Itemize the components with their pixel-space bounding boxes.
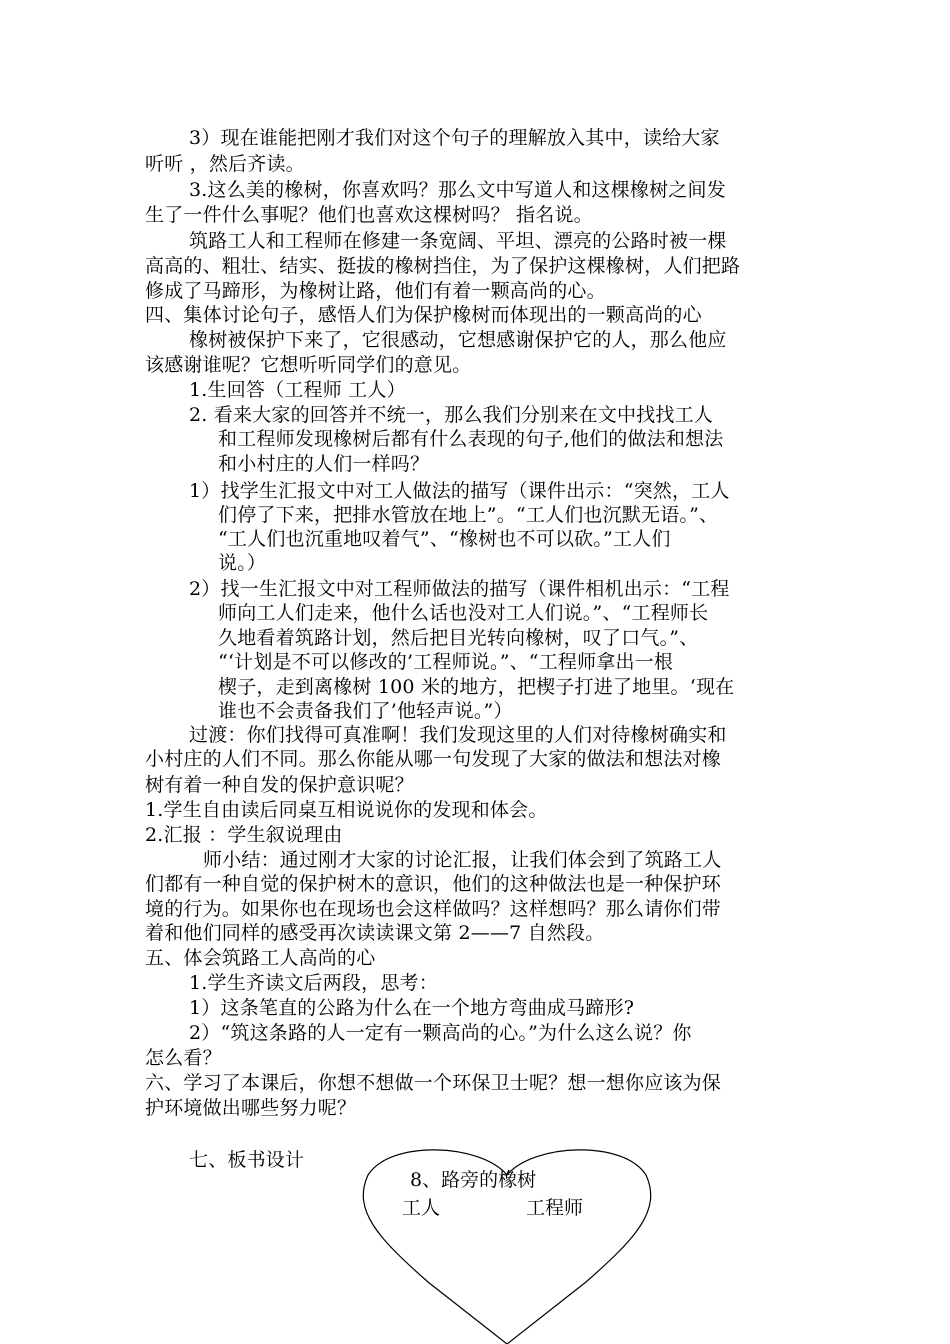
text-line: 听听 ，然后齐读。 bbox=[145, 153, 305, 175]
text-line: 2.汇报 ：学生叙说理由 bbox=[145, 824, 343, 846]
text-line: 修成了马蹄形，为橡树让路，他们有着一颗高尚的心。 bbox=[145, 280, 606, 302]
text-line: 1.生回答（工程师 工人） bbox=[189, 379, 406, 401]
text-line: 高高的、粗壮、结实、挺拔的橡树挡住，为了保护这棵橡树，人们把路 bbox=[145, 255, 741, 277]
text-line: 2）“筑这条路的人一定有一颗高尚的心。”为什么这么说？你 bbox=[189, 1022, 692, 1044]
text-line: 师小结：通过刚才大家的讨论汇报，让我们体会到了筑路工人 bbox=[203, 849, 722, 871]
text-line: 1）找学生汇报文中对工人做法的描写（课件出示：“突然，工人 bbox=[189, 480, 730, 502]
board-left-label: 工人 bbox=[402, 1197, 441, 1219]
text-line: 树有着一种自发的保护意识呢？ bbox=[145, 774, 414, 796]
text-line: 筑路工人和工程师在修建一条宽阔、平坦、漂亮的公路时被一棵 bbox=[189, 230, 727, 252]
text-line: 1.学生齐读文后两段，思考： bbox=[189, 972, 438, 994]
board-right-label: 工程师 bbox=[526, 1197, 584, 1219]
text-line: 1.学生自由读后同桌互相说说你的发现和体会。 bbox=[145, 799, 548, 821]
text-line: 们都有一种自觉的保护树木的意识，他们的这种做法也是一种保护环 bbox=[145, 873, 722, 895]
text-line: “‘计划是不可以修改的’工程师说。”、“工程师拿出一根 bbox=[218, 651, 674, 673]
text-line: 着和他们同样的感受再次读读课文第 2——7 自然段。 bbox=[145, 922, 605, 944]
text-line: 怎么看？ bbox=[145, 1047, 222, 1069]
text-line: 过渡：你们找得可真准啊！我们发现这里的人们对待橡树确实和 bbox=[189, 724, 727, 746]
text-line: 3.这么美的橡树，你喜欢吗？那么文中写道人和这棵橡树之间发 bbox=[189, 179, 726, 201]
section-heading: 四、集体讨论句子，感悟人们为保护橡树而体现出的一颗高尚的心 bbox=[145, 304, 702, 326]
text-line: 2. 看来大家的回答并不统一，那么我们分别来在文中找找工人 bbox=[189, 404, 713, 426]
section-heading: 六、学习了本课后，你想不想做一个环保卫士呢？想一想你应该为保 bbox=[145, 1072, 722, 1094]
text-line: 小村庄的人们不同。那么你能从哪一句发现了大家的做法和想法对橡 bbox=[145, 748, 722, 770]
text-line: 2）找一生汇报文中对工程师做法的描写（课件相机出示：“工程 bbox=[189, 578, 730, 600]
text-line: 橡树被保护下来了，它很感动，它想感谢保护它的人，那么他应 bbox=[189, 329, 727, 351]
board-title: 8、路旁的橡树 bbox=[410, 1169, 537, 1191]
section-heading: 七、板书设计 bbox=[189, 1149, 305, 1171]
text-line: 护环境做出哪些努力呢？ bbox=[145, 1097, 357, 1119]
text-line: “工人们也沉重地叹着气”、“橡树也不可以砍。”工人们 bbox=[218, 528, 671, 550]
text-line: 师向工人们走来，他什么话也没对工人们说。”、“工程师长 bbox=[218, 602, 709, 624]
text-line: 3）现在谁能把刚才我们对这个句子的理解放入其中，读给大家 bbox=[189, 127, 720, 149]
text-line: 说。） bbox=[218, 552, 267, 574]
text-line: 和小村庄的人们一样吗？ bbox=[218, 453, 430, 475]
text-line: 谁也不会责备我们了’他轻声说。”） bbox=[218, 700, 513, 722]
text-line: 生了一件什么事呢？他们也喜欢这棵树吗？ 指名说。 bbox=[145, 204, 593, 226]
text-line: 楔子，走到离橡树 100 米的地方，把楔子打进了地里。‘现在 bbox=[218, 676, 735, 698]
text-line: 们停了下来，把排水管放在地上”。“工人们也沉默无语。”、 bbox=[218, 504, 719, 526]
text-line: 和工程师发现橡树后都有什么表现的句子,他们的做法和想法 bbox=[218, 428, 724, 450]
text-line: 该感谢谁呢？它想听听同学们的意见。 bbox=[145, 354, 472, 376]
text-line: 境的行为。如果你也在现场也会这样做吗？这样想吗？那么请你们带 bbox=[145, 898, 722, 920]
text-line: 久地看着筑路计划，然后把目光转向橡树，叹了口气。”、 bbox=[218, 627, 699, 649]
text-line: 1）这条笔直的公路为什么在一个地方弯曲成马蹄形? bbox=[189, 997, 635, 1019]
section-heading: 五、体会筑路工人高尚的心 bbox=[145, 947, 376, 969]
